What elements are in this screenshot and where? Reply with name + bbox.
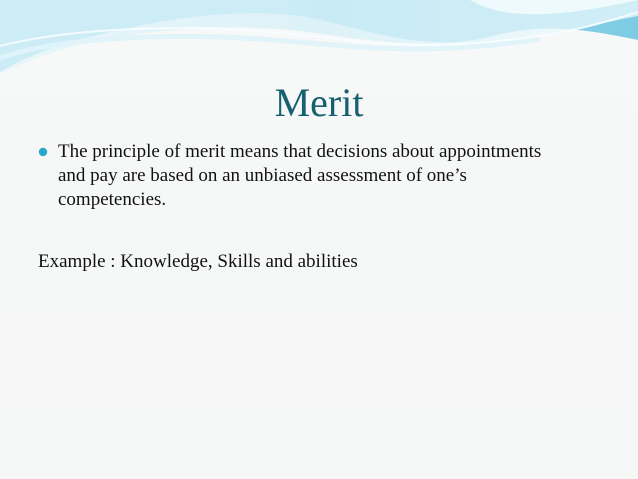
example-text: Example : Knowledge, Skills and abilities (38, 251, 358, 272)
decorative-wave-icon (0, 0, 638, 80)
slide-title: Merit (274, 80, 364, 125)
bullet-item (38, 140, 558, 212)
circle-bullet-icon (38, 140, 54, 164)
bullet-text: The principle of merit means that decisions about appointments and pay are based on an unbiased assessment of one’s competencies. (58, 141, 542, 210)
